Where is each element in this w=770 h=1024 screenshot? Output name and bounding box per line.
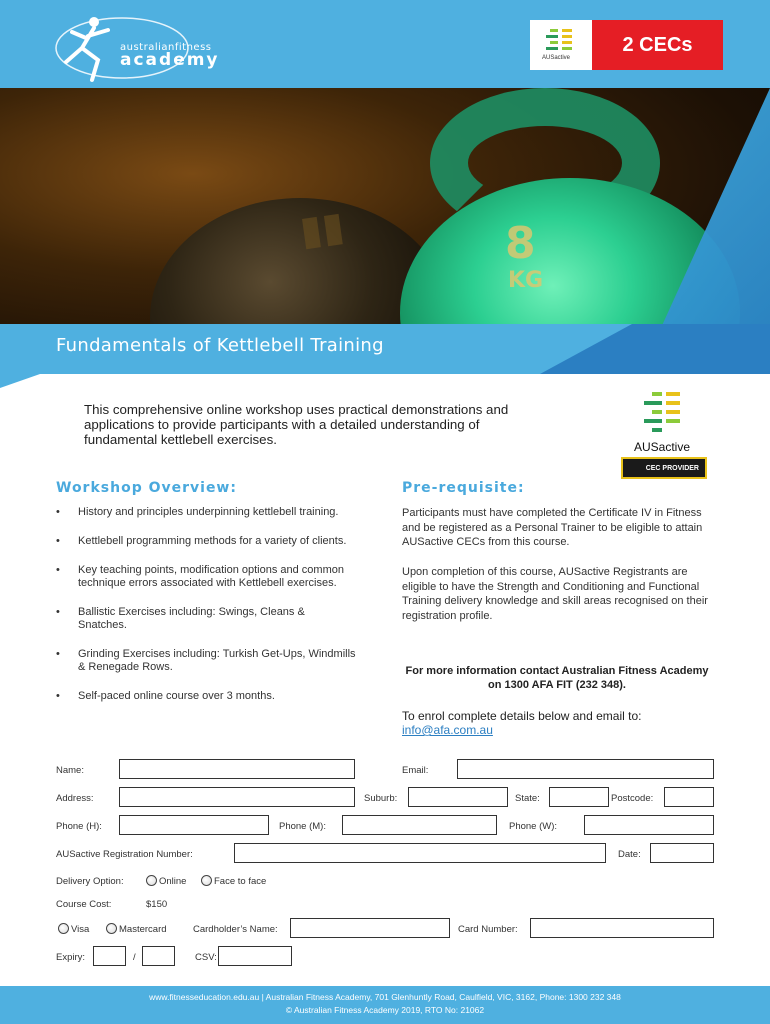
overview-item: • Key teaching points, modification options and common technique errors associated with Kettlebell exercises. bbox=[56, 564, 356, 590]
enrol-text: To enrol complete details below and email to: bbox=[402, 709, 642, 723]
overview-list bbox=[56, 506, 356, 715]
cardholder-name-label: Cardholder’s Name: bbox=[193, 924, 278, 935]
expiry-label: Expiry: bbox=[56, 952, 86, 963]
email-link[interactable]: info@afa.com.au bbox=[402, 723, 493, 737]
name-field[interactable] bbox=[119, 759, 355, 779]
postcode-field[interactable] bbox=[664, 787, 714, 807]
visa-label: Visa bbox=[71, 924, 90, 935]
email-label: Email: bbox=[402, 765, 429, 776]
ausactive-label: AUSactive bbox=[634, 440, 691, 454]
card-number-label: Card Number: bbox=[458, 924, 518, 935]
registration-number-label: AUSactive Registration Number: bbox=[56, 849, 193, 860]
cec-count-badge: 2 CECs bbox=[592, 20, 723, 70]
dark-kettlebell-mark: ▮▮ bbox=[297, 203, 348, 255]
registration-number-field[interactable] bbox=[234, 843, 606, 863]
card-number-field[interactable] bbox=[530, 918, 714, 938]
footer bbox=[0, 986, 770, 1024]
title-band-tab bbox=[0, 374, 40, 388]
address-label: Address: bbox=[56, 793, 94, 804]
state-label: State: bbox=[515, 793, 540, 804]
online-radio[interactable] bbox=[146, 875, 157, 886]
date-field[interactable] bbox=[650, 843, 714, 863]
csv-label: CSV: bbox=[195, 952, 217, 963]
course-cost-value: $150 bbox=[146, 899, 168, 910]
state-field[interactable] bbox=[549, 787, 609, 807]
contact-info: For more information contact Australian Fitness Academy on 1300 AFA FIT (232 348). bbox=[405, 665, 709, 691]
face-to-face-label: Face to face bbox=[214, 876, 267, 887]
mastercard-label: Mastercard bbox=[119, 924, 167, 935]
visa-radio[interactable] bbox=[58, 923, 69, 934]
enrol-instructions bbox=[402, 709, 702, 737]
ausactive-icon bbox=[636, 388, 700, 436]
kettlebell-weight: 8 bbox=[505, 218, 536, 269]
phone-work-label: Phone (W): bbox=[509, 821, 558, 832]
course-intro: This comprehensive online workshop uses practical demonstrations and applications to provide participants with a detailed understanding of fundamental kettlebell exercises. bbox=[84, 402, 509, 447]
date-label: Date: bbox=[618, 849, 641, 860]
address-field[interactable] bbox=[119, 787, 355, 807]
overview-item: • Kettlebell programming methods for a variety of clients. bbox=[56, 535, 356, 548]
overview-heading: Workshop Overview: bbox=[56, 480, 237, 496]
cardholder-name-field[interactable] bbox=[290, 918, 450, 938]
phone-home-label: Phone (H): bbox=[56, 821, 102, 832]
phone-mobile-label: Phone (M): bbox=[279, 821, 326, 832]
overview-item: • History and principles underpinning kettlebell training. bbox=[56, 506, 356, 519]
overview-item: • Self-paced online course over 3 months. bbox=[56, 690, 356, 703]
phone-work-field[interactable] bbox=[584, 815, 714, 835]
delivery-option-label: Delivery Option: bbox=[56, 876, 124, 887]
suburb-field[interactable] bbox=[408, 787, 508, 807]
course-cost-label: Course Cost: bbox=[56, 899, 112, 910]
prerequisite-para-1: Participants must have completed the Certificate IV in Fitness and be registered as a Personal Trainer to be eligible to attain AUSactive CECs from this course. bbox=[402, 507, 703, 548]
overview-item: • Grinding Exercises including: Turkish Get-Ups, Windmills & Renegade Rows. bbox=[56, 648, 356, 674]
kettlebell-unit: KG bbox=[508, 268, 544, 293]
footer-copyright: © Australian Fitness Academy 2019, RTO No: 21062 bbox=[285, 1005, 485, 1015]
face-to-face-radio[interactable] bbox=[201, 875, 212, 886]
expiry-month-field[interactable] bbox=[93, 946, 126, 966]
course-title: Fundamentals of Kettlebell Training bbox=[56, 335, 384, 356]
overview-item: • Ballistic Exercises including: Swings, Cleans & Snatches. bbox=[56, 606, 356, 632]
cec-logo-label: AUSactive bbox=[542, 55, 571, 61]
postcode-label: Postcode: bbox=[611, 793, 654, 804]
online-label: Online bbox=[159, 876, 187, 887]
suburb-label: Suburb: bbox=[364, 793, 398, 804]
expiry-separator: / bbox=[133, 952, 136, 963]
mastercard-radio[interactable] bbox=[106, 923, 117, 934]
footer-address: www.fitnesseducation.edu.au | Australian Fitness Academy, 701 Glenhuntly Road, Caulfield, VIC, 3162, Phone: 1300 232 348 bbox=[149, 992, 621, 1002]
expiry-year-field[interactable] bbox=[142, 946, 175, 966]
prerequisite-heading: Pre-requisite: bbox=[402, 480, 525, 496]
email-field[interactable] bbox=[457, 759, 714, 779]
logo-text-bottom: academy bbox=[120, 50, 220, 70]
phone-home-field[interactable] bbox=[119, 815, 269, 835]
name-label: Name: bbox=[56, 765, 84, 776]
phone-mobile-field[interactable] bbox=[342, 815, 497, 835]
prerequisite-para-2: Upon completion of this course, AUSactive Registrants are eligible to have the Strength and Conditioning and Functional Training delivery knowledge and skill areas recognised on their registration profile. bbox=[402, 566, 708, 622]
cec-provider-badge: CEC PROVIDER bbox=[621, 457, 707, 479]
logo-text-top: australianfitness bbox=[120, 42, 212, 53]
csv-field[interactable] bbox=[218, 946, 292, 966]
